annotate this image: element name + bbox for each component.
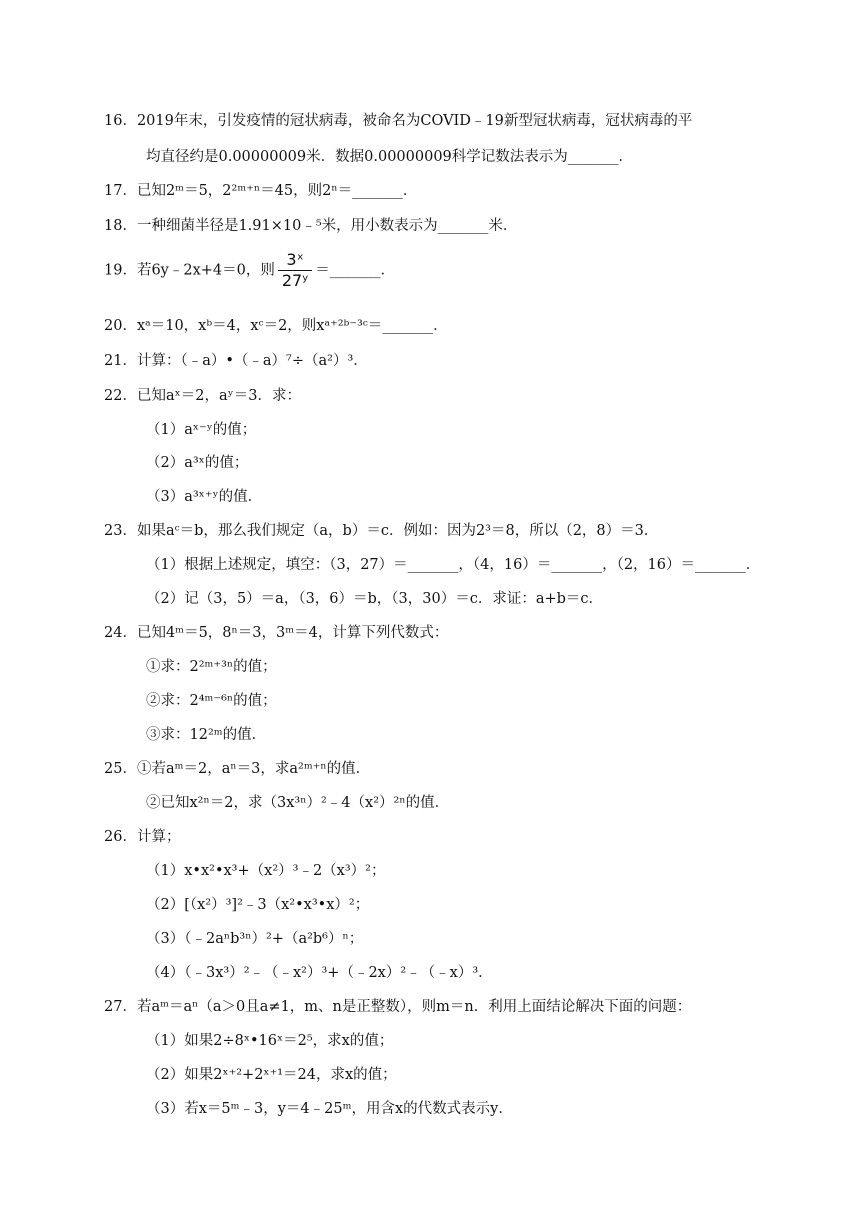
problem-19-fraction (278, 250, 312, 291)
problem-26-part-2: （2）[（x²）³]²﹣3（x²•x³•x）²； (146, 897, 370, 913)
problem-26-part-3: （3）（﹣2aⁿb³ⁿ）²+（a²b⁶）ⁿ； (146, 931, 364, 947)
problem-22-part-1: （1）aˣ⁻ʸ的值； (146, 422, 257, 438)
problem-18: 18．一种细菌半径是1.91×10﹣⁵米，用小数表示为_______米． (104, 218, 518, 234)
problem-24-part-3: ③求：12²ᵐ的值． (146, 727, 267, 743)
problem-17: 17．已知2ᵐ＝5，2²ᵐ⁺ⁿ＝45，则2ⁿ＝_______． (104, 183, 418, 199)
problem-24-part-2: ②求：2⁴ᵐ⁻⁶ⁿ的值； (146, 693, 277, 709)
problem-26-part-4: （4）（﹣3x³）²﹣（﹣x²）³+（﹣2x）²﹣（﹣x）³． (146, 965, 493, 981)
problem-27-stem: 27．若aᵐ＝aⁿ（a＞0且a≠1，m、n是正整数），则m＝n．利用上面结论解决下面的问题： (104, 999, 692, 1015)
problem-21: 21．计算：（﹣a）•（﹣a）⁷÷（a²）³． (104, 353, 368, 369)
fraction-numerator: 3ˣ (278, 250, 312, 271)
problem-19-suffix: ＝_______． (315, 262, 395, 279)
problem-25-part-1: 25．①若aᵐ＝2，aⁿ＝3，求a²ᵐ⁺ⁿ的值． (104, 761, 371, 777)
problem-24-part-1: ①求：2²ᵐ⁺³ⁿ的值； (146, 659, 277, 675)
problem-26-part-1: （1）x•x²•x³+（x²）³﹣2（x³）²； (146, 863, 386, 879)
problem-16-line-2: 均直径约是0.00000009米．数据0.00000009科学记数法表示为_______． (146, 149, 634, 165)
fraction-denominator: 27ʸ (281, 271, 309, 290)
problem-23-part-1: （1）根据上述规定，填空：（3，27）＝_______，（4，16）＝_______，（2，16）＝_______． (146, 557, 761, 573)
problem-22-part-2: （2）a³ˣ的值； (146, 455, 249, 471)
problem-22-stem: 22．已知aˣ＝2，aʸ＝3．求： (104, 388, 301, 404)
problem-25-part-2: ②已知x²ⁿ＝2，求（3x³ⁿ）²﹣4（x²）²ⁿ的值． (146, 795, 450, 811)
problem-26-stem: 26．计算； (104, 829, 181, 845)
problem-24-stem: 24．已知4ᵐ＝5，8ⁿ＝3，3ᵐ＝4，计算下列代数式： (104, 625, 449, 641)
problem-27-part-3: （3）若x＝5ᵐ﹣3，y＝4﹣25ᵐ，用含x的代数式表示y． (146, 1101, 513, 1117)
problem-23-part-2: （2）记（3，5）＝a，（3，6）＝b，（3，30）＝c．求证：a+b＝c． (146, 591, 604, 607)
problem-16-line-1: 16．2019年末，引发疫情的冠状病毒，被命名为COVID﹣19新型冠状病毒，冠状病毒的平 (104, 113, 693, 129)
problem-19 (104, 250, 395, 291)
problem-27-part-1: （1）如果2÷8ˣ•16ˣ＝2⁵，求x的值； (146, 1033, 394, 1049)
problem-23-stem: 23．如果aᶜ＝b，那么我们规定（a，b）＝c．例如：因为2³＝8，所以（2，8）＝3． (104, 523, 659, 539)
problem-22-part-3: （3）a³ˣ⁺ʸ的值． (146, 489, 263, 505)
problem-27-part-2: （2）如果2ˣ⁺²+2ˣ⁺¹＝24，求x的值； (146, 1067, 397, 1083)
problem-20: 20．xᵃ＝10，xᵇ＝4，xᶜ＝2，则xᵃ⁺²ᵇ⁻³ᶜ＝_______． (104, 318, 448, 334)
problem-19-prefix: 19．若6y﹣2x+4＝0，则 (104, 262, 275, 279)
